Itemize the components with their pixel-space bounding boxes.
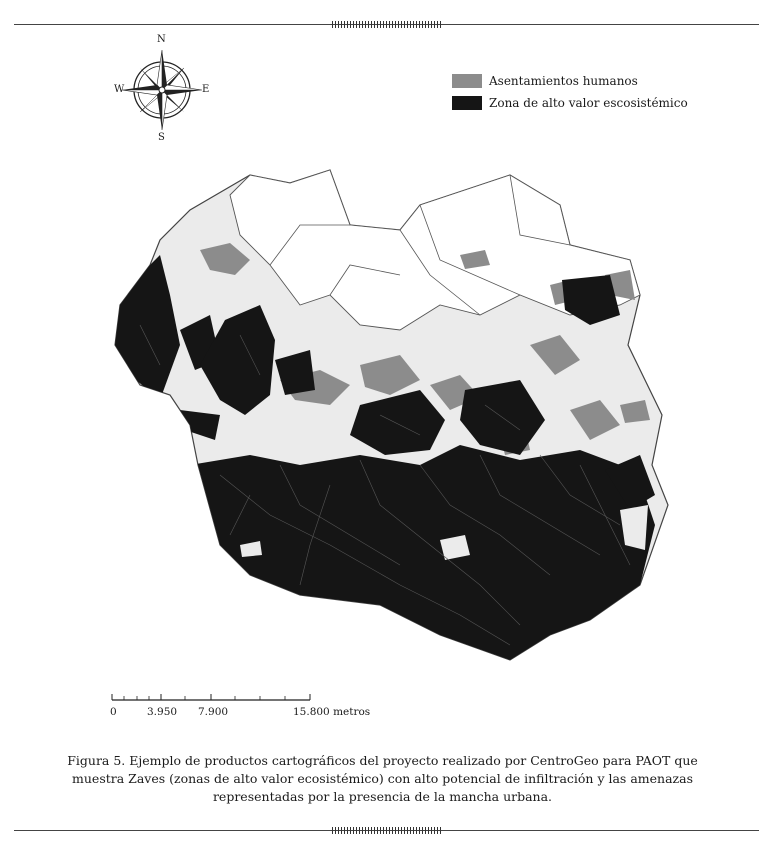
scale-label-0: 0: [110, 706, 117, 718]
map-legend: [452, 70, 688, 114]
scale-bar-graphic: [100, 690, 380, 706]
scale-label-3: 15.800 metros: [293, 706, 371, 718]
legend-swatch-settlements: [452, 74, 482, 88]
compass-east-label: E: [202, 84, 210, 95]
compass-star-icon: [112, 40, 212, 140]
compass-rose: [112, 34, 212, 143]
bottom-rule: [14, 830, 759, 831]
legend-label-high-value-zone: Zona de alto valor escosistémico: [489, 96, 688, 110]
scale-label-1: 3.950: [147, 706, 178, 718]
legend-item-high-value-zone: [452, 92, 688, 114]
top-rule: [14, 24, 759, 25]
legend-label-settlements: Asentamientos humanos: [489, 74, 638, 88]
compass-south-label: S: [158, 132, 165, 143]
study-area-map: [100, 165, 680, 665]
compass-north-label: N: [157, 34, 166, 45]
scale-bar: [100, 690, 380, 730]
figure-caption: Figura 5. Ejemplo de productos cartográficos del proyecto realizado por CentroGeo para PAOT que muestra Zaves (zonas de alto valor ecosistémico) con alto potencial de infiltración y las amenazas representadas por la presencia de la mancha urbana.: [67, 753, 698, 804]
scale-label-2: 7.900: [198, 706, 229, 718]
legend-swatch-high-value-zone: [452, 96, 482, 110]
compass-west-label: W: [114, 84, 125, 95]
legend-item-settlements: [452, 70, 688, 92]
